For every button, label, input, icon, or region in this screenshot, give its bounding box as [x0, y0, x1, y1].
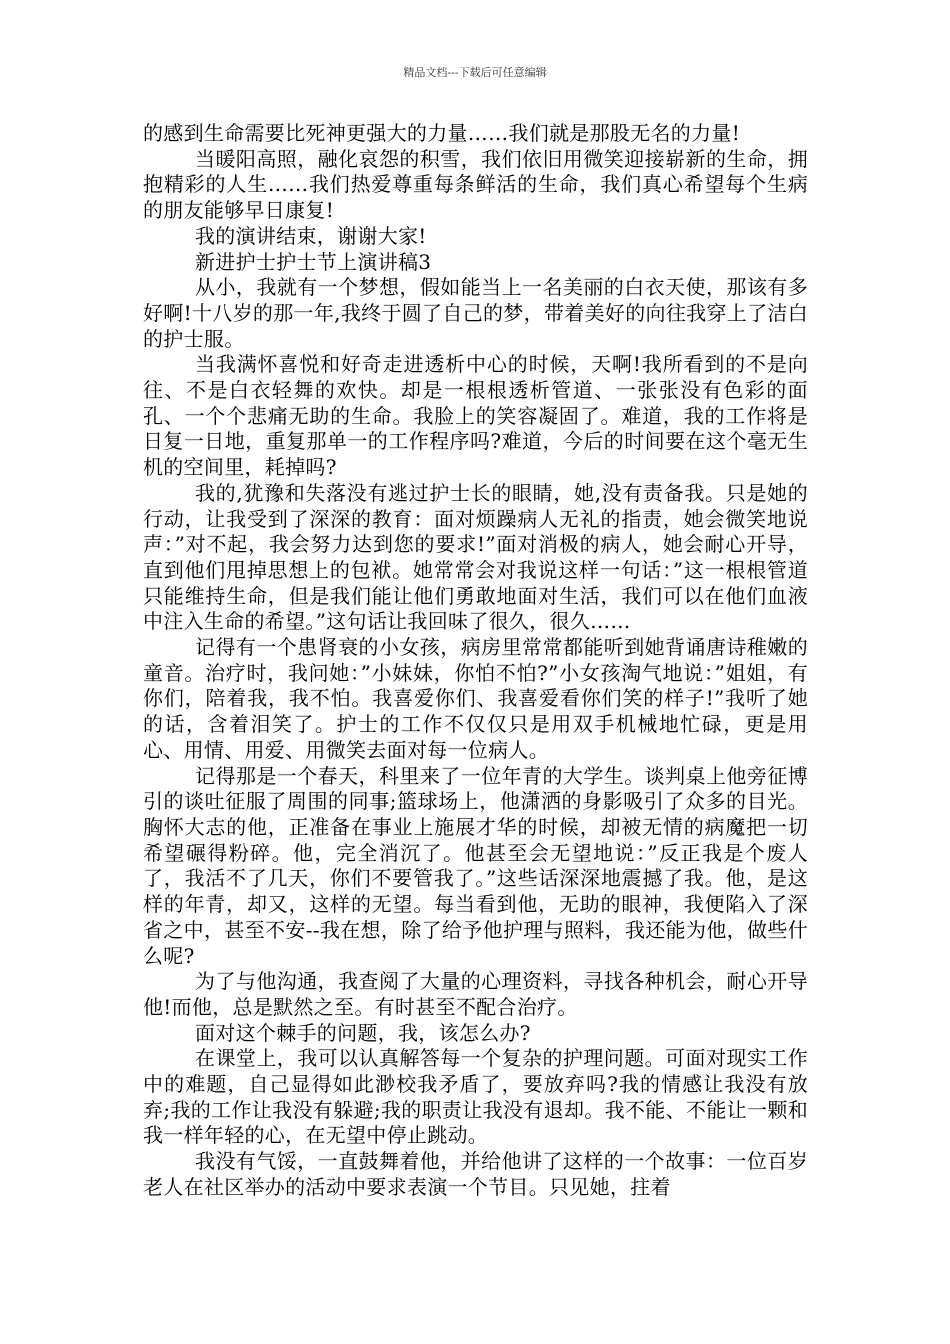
page-header: 精品文档---下载后可任意编辑 [403, 66, 547, 79]
section-title: 新进护士护士节上演讲稿3 [195, 249, 432, 274]
paragraph-closing: 我的演讲结束，谢谢大家! [195, 223, 427, 248]
paragraph: 记得有一个患肾衰的小女孩，病房里常常都能听到她背诵唐诗稚嫩的童音。治疗时，我问她：”小妹妹，你怕不怕?”小女孩淘气地说：”姐姐，有你们，陪着我，我不怕。我喜爱你们、我喜爱看你们笑的样子!”我听了她的话，含着泪笑了。护士的工作不仅仅只是用双手机械地忙碌，更是用心、用情、用爱、用微笑去面对每一位病人。 [143, 635, 808, 762]
paragraph: 记得那是一个春天，科里来了一位年青的大学生。谈判桌上他旁征博引的谈吐征服了周围的同事;篮球场上，他潇洒的身影吸引了众多的目光。胸怀大志的他，正准备在事业上施展才华的时候，却被无情的病魔把一切希望碾得粉碎。他，完全消沉了。他甚至会无望地说：”反正我是个废人了，我活不了几天，你们不要管我了。”这些话深深地震撼了我。他，是这样的年青，却又，这样的无望。每当看到他，无助的眼神，我便陷入了深省之中，甚至不安--我在想，除了给予他护理与照料，我还能为他，做些什么呢? [143, 763, 808, 968]
paragraph: 面对这个棘手的问题，我，该怎么办? [195, 1020, 531, 1045]
paragraph: 在课堂上，我可以认真解答每一个复杂的护理问题。可面对现实工作中的难题，自己显得如此渺校我矛盾了，要放弃吗?我的情感让我没有放弃;我的工作让我没有躲避;我的职责让我没有退却。我不能、不能让一颗和我一样年轻的心，在无望中停止跳动。 [143, 1046, 808, 1148]
paragraph: 我的,犹豫和失落没有逃过护士长的眼睛，她,没有责备我。只是她的行动，让我受到了深深的教育：面对烦躁病人无礼的指责，她会微笑地说声：”对不起，我会努力达到您的要求!”面对消极的病人，她会耐心开导，直到他们甩掉思想上的包袱。她常常会对我说这样一句话：”这一根根管道只能维持生命，但是我们能让他们勇敢地面对生活，我们可以在他们血液中注入生命的希望。”这句话让我回味了很久，很久…… [143, 480, 808, 634]
paragraph: 从小，我就有一个梦想，假如能当上一名美丽的白衣天使，那该有多好啊!十八岁的那一年,我终于圆了自己的梦，带着美好的向往我穿上了洁白的护士服。 [143, 275, 808, 351]
paragraph-continued: 的感到生命需要比死神更强大的力量……我们就是那股无名的力量! [143, 121, 741, 145]
paragraph: 当我满怀喜悦和好奇走进透析中心的时候，天啊!我所看到的不是向往、不是白衣轻舞的欢快。却是一根根透析管道、一张张没有色彩的面孔、一个个悲痛无助的生命。我脸上的笑容凝固了。难道，我的工作将是日复一日地，重复那单一的工作程序吗?难道，今后的时间要在这个毫无生机的空间里，耗掉吗? [143, 352, 808, 480]
paragraph: 为了与他沟通，我查阅了大量的心理资料，寻找各种机会，耐心开导他!而他，总是默然之至。有时甚至不配合治疗。 [143, 969, 808, 1019]
paragraph: 我没有气馁，一直鼓舞着他，并给他讲了这样的一个故事：一位百岁老人在社区举办的活动中要求表演一个节目。只见她，拄着 [143, 1149, 808, 1199]
document-body [143, 121, 808, 1201]
paragraph: 当暖阳高照，融化哀怨的积雪，我们依旧用微笑迎接崭新的生命，拥抱精彩的人生……我们热爱尊重每条鲜活的生命，我们真心希望每个生病的朋友能够早日康复! [143, 146, 808, 223]
